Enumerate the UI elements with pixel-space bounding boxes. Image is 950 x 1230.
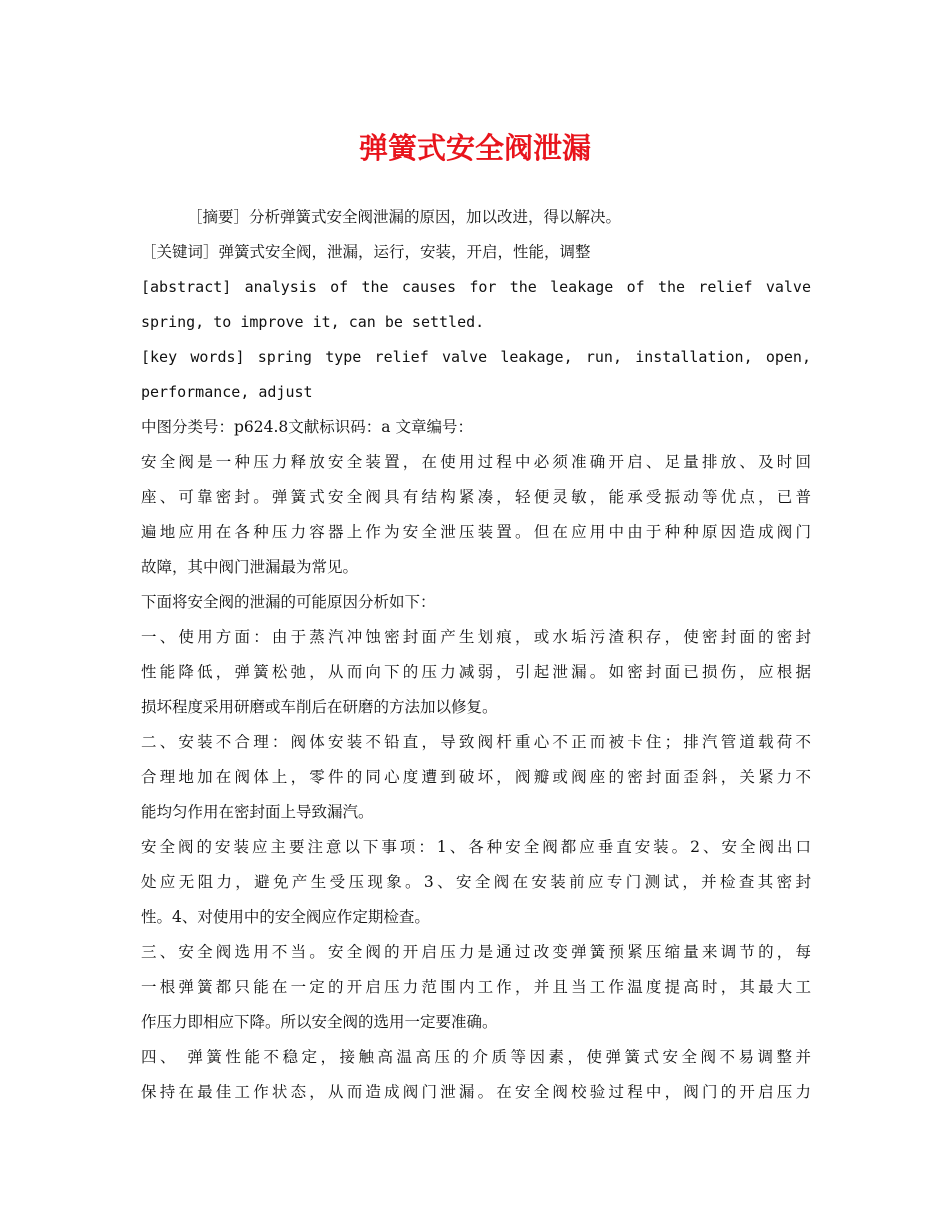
body-line: 处应无阻力，避免产生受压现象。3、安全阀在安装前应专门测试，并检查其密封 — [141, 873, 811, 891]
body-line: 故障，其中阀门泄漏最为常见。 — [141, 558, 359, 576]
document-body — [141, 200, 811, 1110]
body-line: 作压力即相应下降。所以安全阀的选用一定要准确。 — [141, 1013, 498, 1031]
body-line: spring, to improve it, can be settled. — [141, 313, 485, 331]
body-line: 安全阀是一种压力释放安全装置，在使用过程中必须准确开启、足量排放、及时回 — [141, 453, 811, 471]
body-line: 四、 弹簧性能不稳定，接触高温高压的介质等因素，使弹簧式安全阀不易调整并 — [141, 1048, 811, 1066]
body-line: 下面将安全阀的泄漏的可能原因分析如下： — [141, 593, 436, 611]
body-line: [abstract] analysis of the causes for the leakage of the relief valve — [141, 278, 811, 296]
body-line: 损坏程度采用研磨或车削后在研磨的方法加以修复。 — [141, 698, 498, 716]
body-line: 一根弹簧都只能在一定的开启压力范围内工作，并且当工作温度提高时，其最大工 — [141, 978, 811, 996]
body-line: 性。4、对使用中的安全阀应作定期检查。 — [141, 908, 430, 926]
body-line: 座、可靠密封。弹簧式安全阀具有结构紧凑，轻便灵敏，能承受振动等优点，已普 — [141, 488, 811, 506]
body-line: 遍地应用在各种压力容器上作为安全泄压装置。但在应用中由于种种原因造成阀门 — [141, 523, 811, 541]
body-line: 性能降低，弹簧松弛，从而向下的压力减弱，引起泄漏。如密封面已损伤，应根据 — [141, 663, 811, 681]
body-line: ［关键词］弹簧式安全阀，泄漏，运行，安装，开启，性能，调整 — [141, 243, 591, 261]
body-line: performance, adjust — [141, 383, 313, 401]
body-line: 一、使用方面：由于蒸汽冲蚀密封面产生划痕，或水垢污渣积存，使密封面的密封 — [141, 628, 811, 646]
body-line: 中图分类号：p624.8文献标识码：a 文章编号： — [141, 418, 473, 436]
body-line: 合理地加在阀体上，零件的同心度遭到破坏，阀瓣或阀座的密封面歪斜，关紧力不 — [141, 768, 811, 786]
body-line: 二、安装不合理：阀体安装不铅直，导致阀杆重心不正而被卡住；排汽管道载荷不 — [141, 733, 811, 751]
document-title: 弹簧式安全阀泄漏 — [358, 131, 591, 165]
body-line: ［摘要］分析弹簧式安全阀泄漏的原因，加以改进，得以解决。 — [187, 208, 622, 226]
body-line: 保持在最佳工作状态，从而造成阀门泄漏。在安全阀校验过程中，阀门的开启压力 — [141, 1083, 811, 1101]
body-line: [key words] spring type relief valve leakage, run, installation, open, — [141, 348, 811, 366]
body-line: 安全阀的安装应主要注意以下事项：1、各种安全阀都应垂直安装。2、安全阀出口 — [141, 838, 811, 856]
body-line: 能均匀作用在密封面上导致漏汽。 — [141, 803, 374, 821]
body-line: 三、安全阀选用不当。安全阀的开启压力是通过改变弹簧预紧压缩量来调节的，每 — [141, 943, 811, 961]
